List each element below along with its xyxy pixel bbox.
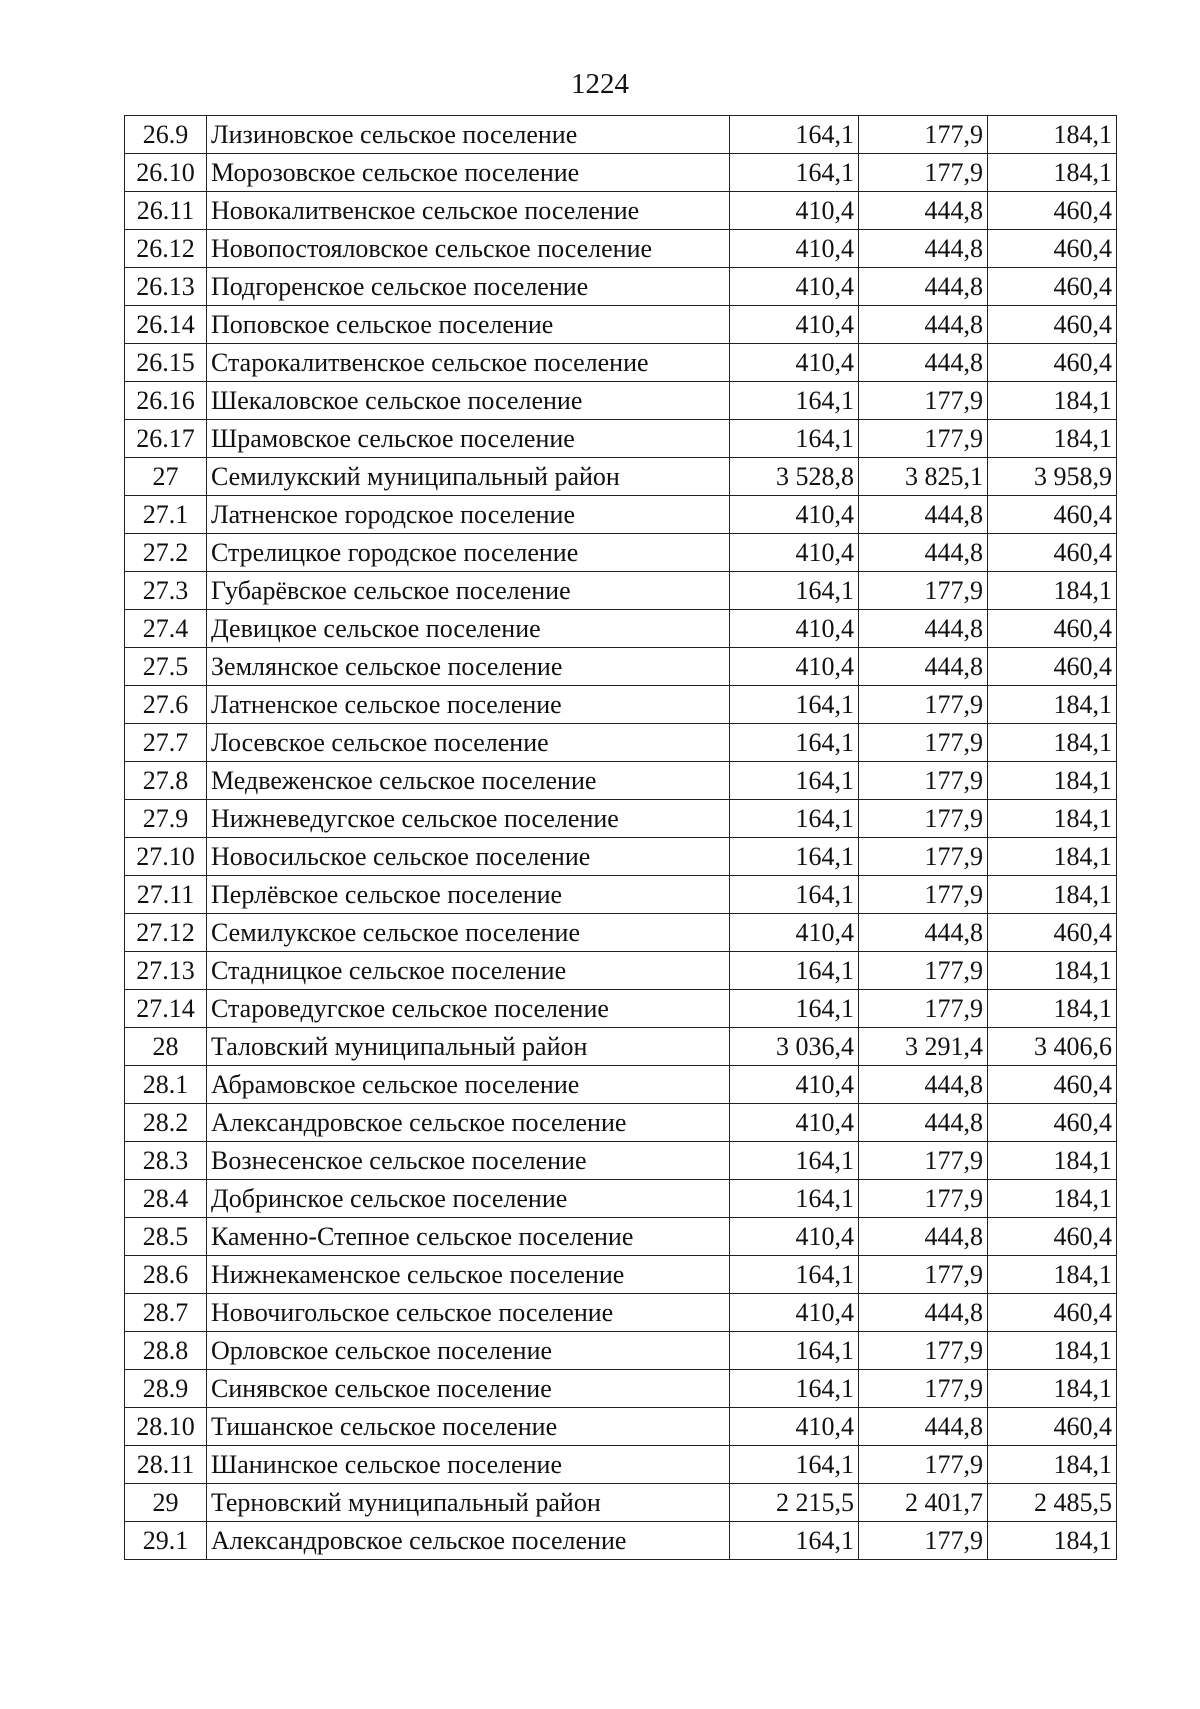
municipality-name-cell: Нижневедугское сельское поселение [207, 800, 730, 838]
value-2-cell: 444,8 [859, 1218, 988, 1256]
value-1-cell: 410,4 [730, 1066, 859, 1104]
table-row [125, 1446, 1117, 1484]
value-3-cell: 3 406,6 [988, 1028, 1117, 1066]
row-number-cell: 27.6 [125, 686, 207, 724]
value-3-cell: 460,4 [988, 1104, 1117, 1142]
value-1-cell: 164,1 [730, 762, 859, 800]
value-1-cell: 164,1 [730, 1142, 859, 1180]
value-1-cell: 164,1 [730, 420, 859, 458]
row-number-cell: 27.7 [125, 724, 207, 762]
value-2-cell: 444,8 [859, 1294, 988, 1332]
municipality-name-cell: Добринское сельское поселение [207, 1180, 730, 1218]
row-number-cell: 29.1 [125, 1522, 207, 1560]
table-row [125, 534, 1117, 572]
value-1-cell: 164,1 [730, 1446, 859, 1484]
municipality-name-cell: Шанинское сельское поселение [207, 1446, 730, 1484]
value-1-cell: 164,1 [730, 116, 859, 154]
value-1-cell: 410,4 [730, 268, 859, 306]
value-3-cell: 460,4 [988, 1294, 1117, 1332]
value-2-cell: 177,9 [859, 762, 988, 800]
municipality-name-cell: Нижнекаменское сельское поселение [207, 1256, 730, 1294]
value-1-cell: 410,4 [730, 648, 859, 686]
value-3-cell: 460,4 [988, 534, 1117, 572]
value-3-cell: 184,1 [988, 686, 1117, 724]
municipality-name-cell: Стрелицкое городское поселение [207, 534, 730, 572]
row-number-cell: 28.4 [125, 1180, 207, 1218]
value-1-cell: 3 528,8 [730, 458, 859, 496]
table-row [125, 800, 1117, 838]
row-number-cell: 26.11 [125, 192, 207, 230]
value-1-cell: 410,4 [730, 1408, 859, 1446]
table-row [125, 230, 1117, 268]
table-row [125, 876, 1117, 914]
value-3-cell: 184,1 [988, 154, 1117, 192]
value-1-cell: 164,1 [730, 572, 859, 610]
value-1-cell: 164,1 [730, 1256, 859, 1294]
table-row [125, 572, 1117, 610]
page-number: 1224 [571, 68, 629, 100]
value-1-cell: 164,1 [730, 686, 859, 724]
row-number-cell: 28.11 [125, 1446, 207, 1484]
table-row [125, 268, 1117, 306]
table-row [125, 382, 1117, 420]
value-1-cell: 410,4 [730, 344, 859, 382]
row-number-cell: 28.10 [125, 1408, 207, 1446]
municipality-name-cell: Орловское сельское поселение [207, 1332, 730, 1370]
table-row [125, 610, 1117, 648]
municipality-name-cell: Семилукский муниципальный район [207, 458, 730, 496]
value-1-cell: 164,1 [730, 990, 859, 1028]
municipality-name-cell: Землянское сельское поселение [207, 648, 730, 686]
value-2-cell: 177,9 [859, 952, 988, 990]
row-number-cell: 28.8 [125, 1332, 207, 1370]
value-3-cell: 184,1 [988, 420, 1117, 458]
table-row [125, 1484, 1117, 1522]
row-number-cell: 26.14 [125, 306, 207, 344]
table-row [125, 192, 1117, 230]
row-number-cell: 27.2 [125, 534, 207, 572]
table-row [125, 1370, 1117, 1408]
value-1-cell: 410,4 [730, 1218, 859, 1256]
row-number-cell: 28.6 [125, 1256, 207, 1294]
table-row [125, 1218, 1117, 1256]
municipality-name-cell: Терновский муниципальный район [207, 1484, 730, 1522]
value-2-cell: 177,9 [859, 1370, 988, 1408]
municipality-name-cell: Девицкое сельское поселение [207, 610, 730, 648]
value-3-cell: 460,4 [988, 344, 1117, 382]
row-number-cell: 27.13 [125, 952, 207, 990]
value-3-cell: 184,1 [988, 1446, 1117, 1484]
value-3-cell: 184,1 [988, 572, 1117, 610]
municipality-name-cell: Абрамовское сельское поселение [207, 1066, 730, 1104]
table-row [125, 344, 1117, 382]
value-2-cell: 2 401,7 [859, 1484, 988, 1522]
value-3-cell: 184,1 [988, 1332, 1117, 1370]
value-3-cell: 184,1 [988, 1370, 1117, 1408]
value-1-cell: 410,4 [730, 496, 859, 534]
value-1-cell: 164,1 [730, 724, 859, 762]
municipality-name-cell: Латненское городское поселение [207, 496, 730, 534]
value-3-cell: 184,1 [988, 1180, 1117, 1218]
value-2-cell: 177,9 [859, 724, 988, 762]
municipality-name-cell: Новочигольское сельское поселение [207, 1294, 730, 1332]
value-3-cell: 460,4 [988, 1218, 1117, 1256]
table-row [125, 496, 1117, 534]
value-2-cell: 177,9 [859, 800, 988, 838]
table-row [125, 914, 1117, 952]
value-3-cell: 460,4 [988, 610, 1117, 648]
row-number-cell: 27.4 [125, 610, 207, 648]
value-2-cell: 177,9 [859, 838, 988, 876]
row-number-cell: 27.5 [125, 648, 207, 686]
value-3-cell: 184,1 [988, 116, 1117, 154]
value-2-cell: 444,8 [859, 1104, 988, 1142]
value-2-cell: 177,9 [859, 1142, 988, 1180]
table-row [125, 1256, 1117, 1294]
municipality-name-cell: Новокалитвенское сельское поселение [207, 192, 730, 230]
value-3-cell: 460,4 [988, 1408, 1117, 1446]
value-2-cell: 177,9 [859, 154, 988, 192]
municipality-name-cell: Лосевское сельское поселение [207, 724, 730, 762]
value-2-cell: 177,9 [859, 1522, 988, 1560]
value-1-cell: 2 215,5 [730, 1484, 859, 1522]
municipality-name-cell: Подгоренское сельское поселение [207, 268, 730, 306]
row-number-cell: 26.17 [125, 420, 207, 458]
value-1-cell: 164,1 [730, 382, 859, 420]
row-number-cell: 26.13 [125, 268, 207, 306]
row-number-cell: 27.11 [125, 876, 207, 914]
value-2-cell: 177,9 [859, 1446, 988, 1484]
row-number-cell: 28.7 [125, 1294, 207, 1332]
data-table [124, 115, 1117, 1560]
municipality-name-cell: Перлёвское сельское поселение [207, 876, 730, 914]
row-number-cell: 26.15 [125, 344, 207, 382]
municipality-name-cell: Вознесенское сельское поселение [207, 1142, 730, 1180]
row-number-cell: 28.3 [125, 1142, 207, 1180]
value-1-cell: 410,4 [730, 306, 859, 344]
row-number-cell: 28 [125, 1028, 207, 1066]
value-1-cell: 164,1 [730, 1332, 859, 1370]
value-2-cell: 3 291,4 [859, 1028, 988, 1066]
value-2-cell: 177,9 [859, 990, 988, 1028]
value-3-cell: 184,1 [988, 1522, 1117, 1560]
value-3-cell: 184,1 [988, 800, 1117, 838]
municipality-name-cell: Шрамовское сельское поселение [207, 420, 730, 458]
table-row [125, 1066, 1117, 1104]
value-1-cell: 410,4 [730, 1294, 859, 1332]
row-number-cell: 28.2 [125, 1104, 207, 1142]
value-1-cell: 164,1 [730, 1370, 859, 1408]
table-row [125, 648, 1117, 686]
table-row [125, 686, 1117, 724]
row-number-cell: 26.10 [125, 154, 207, 192]
municipality-name-cell: Староведугское сельское поселение [207, 990, 730, 1028]
value-2-cell: 177,9 [859, 686, 988, 724]
municipality-name-cell: Тишанское сельское поселение [207, 1408, 730, 1446]
table-row [125, 116, 1117, 154]
municipality-name-cell: Новопостояловское сельское поселение [207, 230, 730, 268]
value-3-cell: 3 958,9 [988, 458, 1117, 496]
value-2-cell: 444,8 [859, 496, 988, 534]
value-3-cell: 184,1 [988, 952, 1117, 990]
value-3-cell: 460,4 [988, 496, 1117, 534]
table-row [125, 1332, 1117, 1370]
value-2-cell: 177,9 [859, 1180, 988, 1218]
row-number-cell: 27.9 [125, 800, 207, 838]
row-number-cell: 28.1 [125, 1066, 207, 1104]
value-2-cell: 177,9 [859, 876, 988, 914]
value-1-cell: 410,4 [730, 1104, 859, 1142]
value-2-cell: 177,9 [859, 572, 988, 610]
value-2-cell: 3 825,1 [859, 458, 988, 496]
value-1-cell: 164,1 [730, 952, 859, 990]
table-row [125, 1294, 1117, 1332]
municipality-name-cell: Александровское сельское поселение [207, 1104, 730, 1142]
value-3-cell: 460,4 [988, 306, 1117, 344]
municipality-name-cell: Таловский муниципальный район [207, 1028, 730, 1066]
value-2-cell: 444,8 [859, 610, 988, 648]
table-row [125, 306, 1117, 344]
municipality-name-cell: Новосильское сельское поселение [207, 838, 730, 876]
municipality-name-cell: Каменно-Степное сельское поселение [207, 1218, 730, 1256]
value-3-cell: 460,4 [988, 230, 1117, 268]
municipality-name-cell: Шекаловское сельское поселение [207, 382, 730, 420]
row-number-cell: 28.5 [125, 1218, 207, 1256]
value-3-cell: 460,4 [988, 268, 1117, 306]
value-3-cell: 460,4 [988, 1066, 1117, 1104]
table-row [125, 724, 1117, 762]
row-number-cell: 26.9 [125, 116, 207, 154]
municipality-name-cell: Синявское сельское поселение [207, 1370, 730, 1408]
value-3-cell: 460,4 [988, 648, 1117, 686]
municipality-name-cell: Морозовское сельское поселение [207, 154, 730, 192]
value-1-cell: 410,4 [730, 192, 859, 230]
row-number-cell: 27.10 [125, 838, 207, 876]
row-number-cell: 27.12 [125, 914, 207, 952]
value-2-cell: 444,8 [859, 344, 988, 382]
table-row [125, 1142, 1117, 1180]
municipality-name-cell: Латненское сельское поселение [207, 686, 730, 724]
value-1-cell: 3 036,4 [730, 1028, 859, 1066]
value-1-cell: 410,4 [730, 610, 859, 648]
value-1-cell: 164,1 [730, 838, 859, 876]
table-row [125, 458, 1117, 496]
row-number-cell: 29 [125, 1484, 207, 1522]
row-number-cell: 27.14 [125, 990, 207, 1028]
value-2-cell: 444,8 [859, 914, 988, 952]
table-row [125, 952, 1117, 990]
table-row [125, 1180, 1117, 1218]
row-number-cell: 27.1 [125, 496, 207, 534]
value-2-cell: 177,9 [859, 420, 988, 458]
table-row [125, 154, 1117, 192]
value-2-cell: 444,8 [859, 230, 988, 268]
value-1-cell: 410,4 [730, 534, 859, 572]
row-number-cell: 27 [125, 458, 207, 496]
value-3-cell: 460,4 [988, 192, 1117, 230]
value-1-cell: 410,4 [730, 230, 859, 268]
municipality-name-cell: Александровское сельское поселение [207, 1522, 730, 1560]
value-3-cell: 184,1 [988, 762, 1117, 800]
value-2-cell: 444,8 [859, 306, 988, 344]
value-3-cell: 184,1 [988, 990, 1117, 1028]
value-3-cell: 2 485,5 [988, 1484, 1117, 1522]
row-number-cell: 27.8 [125, 762, 207, 800]
table-body [125, 116, 1117, 1560]
table-row [125, 1408, 1117, 1446]
municipality-name-cell: Поповское сельское поселение [207, 306, 730, 344]
table-row [125, 420, 1117, 458]
value-1-cell: 410,4 [730, 914, 859, 952]
value-2-cell: 444,8 [859, 192, 988, 230]
value-3-cell: 460,4 [988, 914, 1117, 952]
row-number-cell: 27.3 [125, 572, 207, 610]
table-row [125, 990, 1117, 1028]
row-number-cell: 26.16 [125, 382, 207, 420]
municipality-name-cell: Стадницкое сельское поселение [207, 952, 730, 990]
value-2-cell: 444,8 [859, 1066, 988, 1104]
municipality-name-cell: Лизиновское сельское поселение [207, 116, 730, 154]
value-2-cell: 177,9 [859, 1256, 988, 1294]
row-number-cell: 26.12 [125, 230, 207, 268]
value-3-cell: 184,1 [988, 382, 1117, 420]
value-1-cell: 164,1 [730, 1180, 859, 1218]
table-row [125, 1028, 1117, 1066]
value-2-cell: 444,8 [859, 1408, 988, 1446]
table-row [125, 838, 1117, 876]
value-2-cell: 177,9 [859, 1332, 988, 1370]
municipality-name-cell: Старокалитвенское сельское поселение [207, 344, 730, 382]
table-row [125, 1522, 1117, 1560]
value-1-cell: 164,1 [730, 154, 859, 192]
municipality-name-cell: Медвеженское сельское поселение [207, 762, 730, 800]
value-2-cell: 177,9 [859, 382, 988, 420]
value-3-cell: 184,1 [988, 838, 1117, 876]
municipality-name-cell: Семилукское сельское поселение [207, 914, 730, 952]
municipality-name-cell: Губарёвское сельское поселение [207, 572, 730, 610]
value-2-cell: 444,8 [859, 268, 988, 306]
value-3-cell: 184,1 [988, 1256, 1117, 1294]
table-row [125, 762, 1117, 800]
value-1-cell: 164,1 [730, 800, 859, 838]
value-3-cell: 184,1 [988, 1142, 1117, 1180]
value-1-cell: 164,1 [730, 1522, 859, 1560]
value-3-cell: 184,1 [988, 876, 1117, 914]
value-2-cell: 444,8 [859, 648, 988, 686]
value-2-cell: 177,9 [859, 116, 988, 154]
value-1-cell: 164,1 [730, 876, 859, 914]
value-3-cell: 184,1 [988, 724, 1117, 762]
value-2-cell: 444,8 [859, 534, 988, 572]
table-row [125, 1104, 1117, 1142]
row-number-cell: 28.9 [125, 1370, 207, 1408]
